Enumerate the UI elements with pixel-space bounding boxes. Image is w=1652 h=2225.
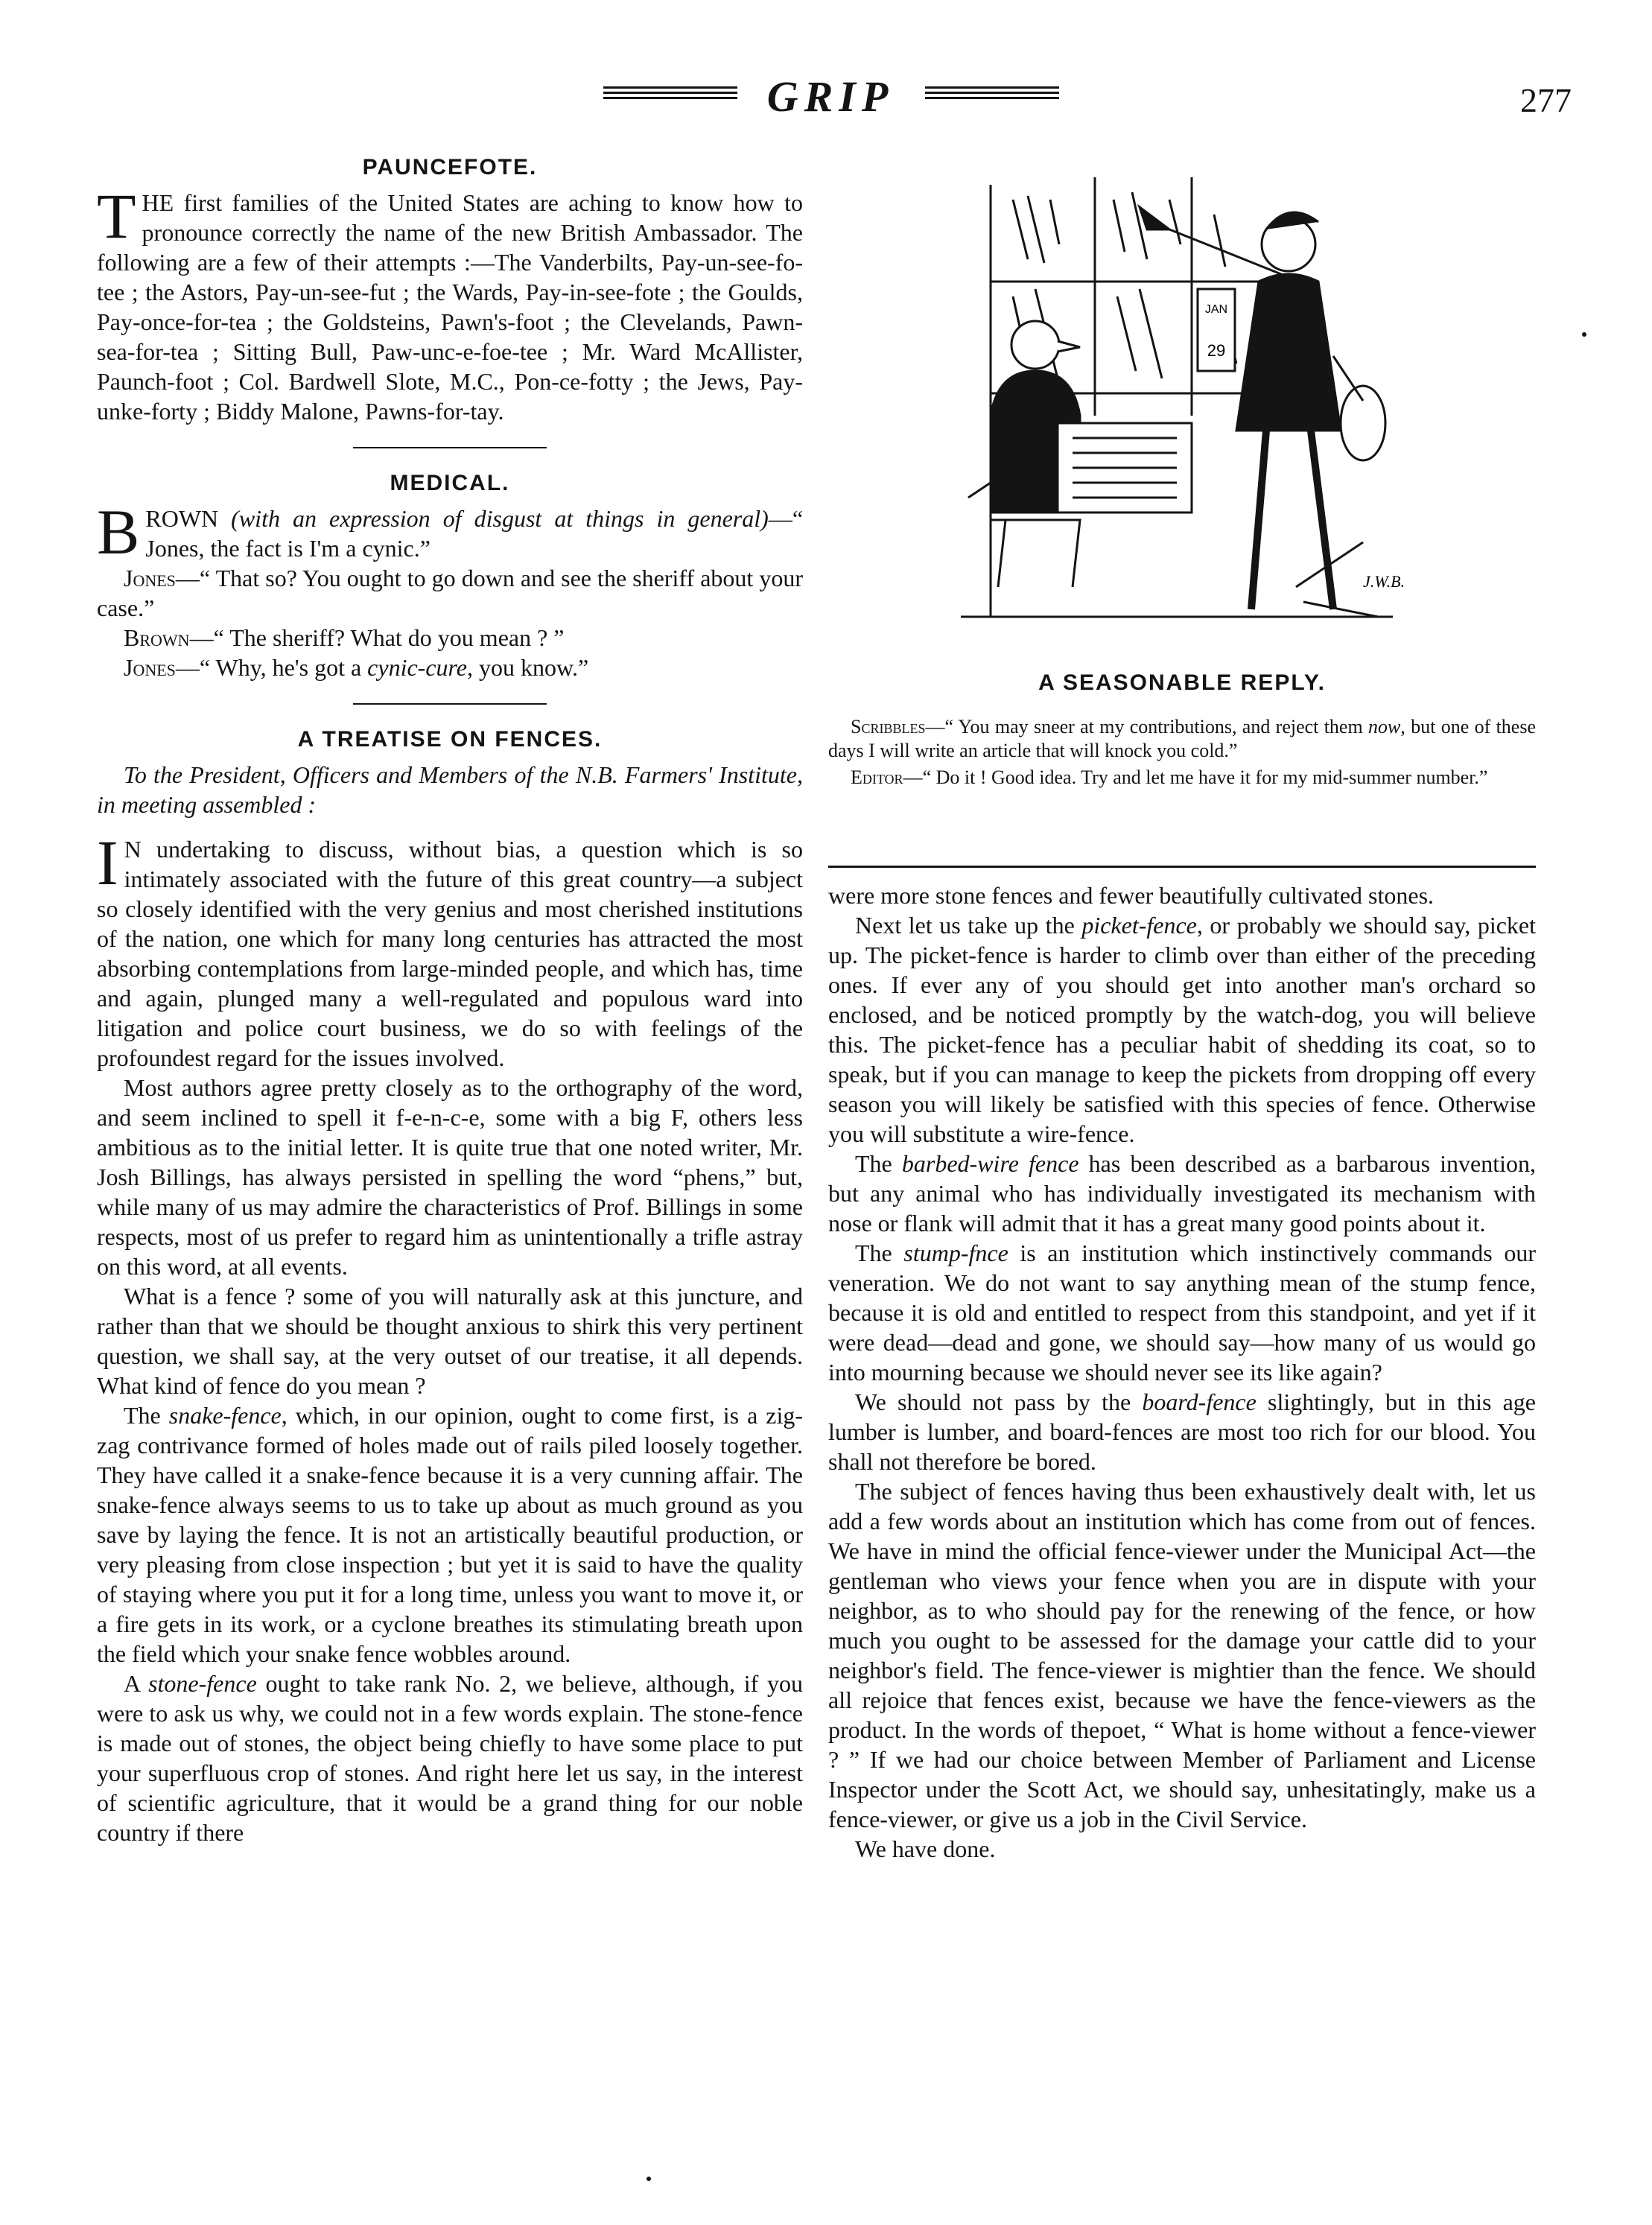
- text-span: , which, in our opinion, ought to come first, is a zig-zag contrivance formed of holes made out of rails piled loosely together. They have called it a snake-fence because it is a very cunning affair. The snake-fence always seems to us to take up about as much ground as you save by laying the fence. It is not an artistically beautiful production, or very pleasing from close inspection ; but yet it is said to have the quality of staying where you put it for a long time, unless you want to move it, or a fire gets in its work, or a cyclone breathes its stimulating breath upon the field which your snake fence wobbles around.: [97, 1402, 804, 1667]
- emphasis: snake-fence: [168, 1402, 282, 1429]
- text-span: We should not pass by the: [855, 1388, 1143, 1415]
- text-span: , or probably we should say, picket up. The picket-fence is harder to climb over than either of the preceding ones. If ever any of you should get into another man's orchard so enclosed, and be noticed promptly by the watch-dog, you will believe this. The picket-fence has a peculiar habit of shedding its coat, so to speak, but if you can manage to keep the pickets from dropping off every season you will likely be satisfied with this species of fence. Otherwise you will substitute a wire-fence.: [828, 912, 1537, 1147]
- calendar-month: JAN: [1204, 303, 1228, 316]
- text-span: —“ That so? You ought to go down and see the sheriff about your case.”: [97, 565, 803, 621]
- speaker-name: Editor: [851, 766, 903, 788]
- text-span: —“ Jones, the fact is I'm a cynic.”: [145, 505, 804, 562]
- drop-cap: I: [97, 827, 118, 898]
- calendar: [1198, 289, 1235, 371]
- article-paragraph: [828, 1387, 1536, 1476]
- section-divider: [353, 447, 547, 448]
- article-paragraph: were more stone fences and fewer beautifully cultivated stones.: [828, 882, 1435, 909]
- dialogue-line: [97, 496, 804, 568]
- text-span: —“ Why, he's got a: [175, 654, 368, 681]
- emphasis: barbed-wire fence: [901, 1150, 1079, 1177]
- article-paragraph: [97, 827, 803, 1073]
- drop-cap: T: [97, 180, 136, 252]
- caption-line: [828, 715, 1536, 763]
- text-span: —“ Do it ! Good idea. Try and let me have it for my mid-summer number.”: [903, 766, 1488, 788]
- text-span: —“ The sheriff? What do you mean ? ”: [189, 624, 565, 651]
- text-span: is an institution which instinctively commands our veneration. We do not want to say anything mean of the stump fence, because it is old and entitled to respect from this standpoint, and yet if it were dead—dead and gone, we should say—how many of us would go into mourning because we should never see its like again?: [828, 1240, 1537, 1386]
- drop-cap: B: [97, 496, 140, 568]
- article-paragraph: We have done.: [855, 1835, 996, 1862]
- masthead-rule-right: [925, 86, 1059, 106]
- stage-direction: (with an expression of disgust at things in general): [231, 505, 769, 532]
- text-span: , but one of these days I will write an article that will knock you cold.”: [828, 716, 1537, 761]
- scribbles-figure: [1140, 207, 1385, 609]
- masthead: [581, 72, 1073, 124]
- paragraph-text: HE first families of the United States are aching to know how to pronounce correctly the name of the new British Ambassador. The following are a few of their attempts :—The Vanderbilts, Pay-un-see-fo-tee ; the Astors, Pay-un-see-fut ; the Wards, Pay-in-see-fote ; the Goulds, Pay-once-for-tea ; the Goldsteins, Pawn's-foot ; the Clevelands, Pawn-sea-for-tea ; Sitting Bull, Paw-unc-e-foe-tee ; Mr. Ward McAllister, Paunch-foot ; Col. Bardwell Slote, M.C., Pon-ce-fotty ; the Jews, Pay-unke-forty ; Biddy Malone, Pawns-for-tay.: [97, 189, 803, 425]
- article-paragraph: [97, 1669, 803, 1847]
- masthead-title: GRIP: [766, 72, 895, 121]
- cartoon-caption: [828, 715, 1536, 793]
- section-divider: [353, 703, 547, 705]
- article-medical: [97, 471, 803, 682]
- article-paragraph: [828, 1238, 1536, 1387]
- text-span: —“ You may sneer at my contributions, and reject them: [925, 716, 1369, 737]
- speaker-name: Brown: [124, 624, 190, 651]
- text-span: Next let us take up the: [855, 912, 1082, 939]
- article-paragraph: What is a fence ? some of you will naturally ask at this juncture, and rather than that we should be thought anxious to shirk this very pertinent question, we shall say, at the very outset of our treatise, it all depends. What kind of fence do you mean ?: [97, 1283, 803, 1399]
- article-paragraph: Most authors agree pretty closely as to the orthography of the word, and seem inclined to spell it f-e-n-c-e, some with a big F, others less ambitious as to the initial letter. It is quite true that one noted writer, Mr. Josh Billings, has always persisted in spelling the word “phens,” but, while many of us may admire the characteristics of Prof. Billings in some respects, most of us prefer to regard him as unintentionally a trifle astray on this word, at all events.: [97, 1074, 803, 1280]
- text-span: The: [855, 1150, 902, 1177]
- dialogue-line: [97, 563, 803, 623]
- paragraph-text: N undertaking to discuss, without bias, a question which is so intimately associated with the future of this great country—a subject so closely identified with the very genius and most cherished institutions of the nation, one which for many long centuries has attracted the most absorbing contemplations from large-minded people, and which has, time and again, plunged many a well-regulated and populous ward into litigation and police court business, we do so with feelings of the profoundest regard for the issues involved.: [97, 836, 803, 1071]
- article-paragraph: [828, 910, 1536, 1149]
- text-span: A: [124, 1670, 149, 1697]
- text-span: The: [124, 1402, 169, 1429]
- text-span: has been described as a barbarous invention, but any animal who has individually investigated its mechanism with nose or flank will admit that it has a great many good points about it.: [828, 1150, 1537, 1237]
- emphasis: board-fence: [1142, 1388, 1257, 1415]
- text-span: slightingly, but in this age lumber is lumber, and board-fences are most too rich for our blood. You shall not therefore be bored.: [828, 1388, 1537, 1475]
- editor-figure: [991, 321, 1192, 587]
- emphasis: stump-fnce: [903, 1240, 1008, 1266]
- article-pauncefote: [97, 155, 803, 426]
- left-column: [97, 155, 803, 1847]
- emphasis: stone-fence: [148, 1670, 257, 1697]
- dialogue-line: [97, 653, 803, 682]
- cartoon-illustration: [946, 170, 1408, 639]
- printing-dot: [646, 2177, 651, 2181]
- speaker-name: Scribbles: [851, 716, 926, 737]
- speaker-name: Jones: [124, 654, 176, 681]
- article-body: [97, 180, 803, 426]
- emphasis: picket-fence: [1081, 912, 1197, 939]
- emphasis: now: [1368, 716, 1401, 737]
- article-heading: MEDICAL.: [390, 471, 510, 495]
- text-span: ROWN: [145, 505, 232, 532]
- cartoon-title: A SEASONABLE REPLY.: [1038, 670, 1326, 695]
- caption-rule: [828, 866, 1536, 868]
- text-span: The: [855, 1240, 904, 1266]
- page-number: 277: [1520, 81, 1572, 119]
- masthead-rule-left: [603, 86, 737, 106]
- calendar-day: 29: [1207, 341, 1226, 360]
- right-column: [828, 880, 1536, 1864]
- speaker-name: Jones: [124, 565, 176, 591]
- article-paragraph: [97, 1400, 803, 1669]
- article-address: To the President, Officers and Members of the N.B. Farmers' Institute, in meeting assembled :: [97, 761, 803, 818]
- text-span: , you know.”: [467, 654, 589, 681]
- article-paragraph: The subject of fences having thus been exhaustively dealt with, let us add a few words about an institution which has come from out of fences. We have in mind the official fence-viewer under the Municipal Act—the gentleman who views your fence when you are in dispute with your neighbor, as to who should pay for the renewing of the fence, or how much you ought to be assessed for the damage your cattle did to your neighbor's field. The fence-viewer is mightier than the fence. We should all rejoice that fences exist, because we have the fence-viewers as the product. In the words of thepoet, “ What is home without a fence-viewer ? ” If we had our choice between Member of Parliament and License Inspector under the Scott Act, we should say, unhesitatingly, make us a fence-viewer, or give us a job in the Civil Service.: [828, 1478, 1536, 1832]
- printing-dot: [1582, 332, 1586, 337]
- article-fences: [97, 727, 803, 1847]
- dialogue-line: [97, 623, 803, 653]
- artist-signature: J.W.B.: [1363, 572, 1405, 591]
- caption-line: [828, 766, 1536, 790]
- article-heading: PAUNCEFOTE.: [362, 155, 538, 180]
- article-paragraph: [828, 1149, 1536, 1238]
- text-span: ought to take rank No. 2, we believe, although, if you were to ask us why, we could not in a few words explain. The stone-fence is made out of stones, the object being chiefly to have some place to put your superfluous crop of stones. And right here let us say, in the interest of scientific agriculture, that it would be a grand thing for our noble country if there: [97, 1670, 804, 1846]
- text-span: cynic-cure: [367, 654, 467, 681]
- article-heading: A TREATISE ON FENCES.: [297, 727, 603, 752]
